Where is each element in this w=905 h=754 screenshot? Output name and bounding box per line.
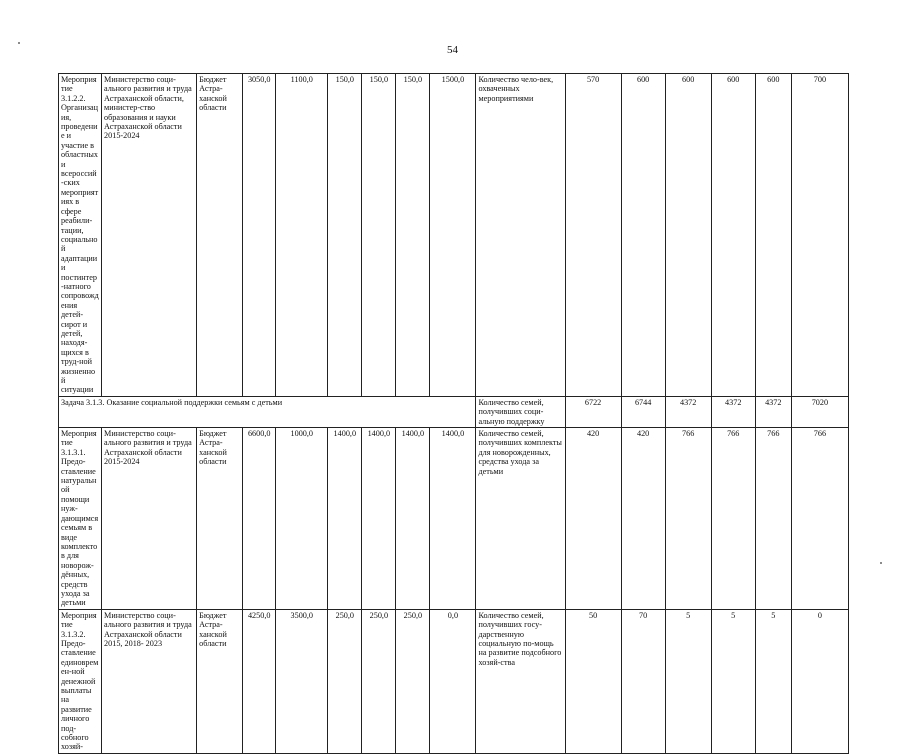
scan-speck — [18, 42, 20, 44]
amount-cell: 4250,0 — [243, 609, 276, 753]
event-cell: Мероприятие 3.1.3.1. Предо-ставление натуральной помощи нуж-дающимся семьям в виде комплектов для новорож-дённых, средств ухода за детьми — [59, 428, 102, 610]
table-row — [59, 74, 849, 397]
amount-cell: 250,0 — [328, 609, 362, 753]
indicator-value-cell: 420 — [565, 428, 621, 610]
amount-cell: 150,0 — [362, 74, 396, 397]
indicator-value-cell: 600 — [621, 74, 665, 397]
indicator-value-cell: 4372 — [755, 396, 791, 427]
indicator-value-cell: 4372 — [665, 396, 711, 427]
indicator-value-cell: 7020 — [791, 396, 848, 427]
amount-cell: 0,0 — [430, 609, 476, 753]
table-row — [59, 428, 849, 610]
indicator-value-cell: 5 — [665, 609, 711, 753]
amount-cell: 1400,0 — [396, 428, 430, 610]
amount-cell: 1400,0 — [430, 428, 476, 610]
indicator-value-cell: 5 — [711, 609, 755, 753]
indicator-value-cell: 600 — [665, 74, 711, 397]
indicator-value-cell: 50 — [565, 609, 621, 753]
indicator-value-cell: 5 — [755, 609, 791, 753]
indicator-value-cell: 766 — [665, 428, 711, 610]
indicator-value-cell: 700 — [791, 74, 848, 397]
indicator-cell: Количество семей, получивших комплекты для новорожденных, средства ухода за детьми — [476, 428, 565, 610]
amount-cell: 1000,0 — [276, 428, 328, 610]
indicator-cell: Количество семей, получивших госу-дарственную социальную по-мощь на развитие подсобного хозяй-ства — [476, 609, 565, 753]
indicator-value-cell: 6744 — [621, 396, 665, 427]
source-cell: Бюджет Астра-ханской области — [197, 428, 243, 610]
event-cell: Мероприятие 3.1.2.2. Организация, проведение и участие в областных и всероссий-ских мероприятиях в сфере реабили-тации, социальной адаптации и постинтер-натного сопровождения детей-сирот и детей, находя-щихся в труд-ной жизненной ситуации — [59, 74, 102, 397]
amount-cell: 1100,0 — [276, 74, 328, 397]
indicator-value-cell: 600 — [755, 74, 791, 397]
task-cell: Задача 3.1.3. Оказание социальной поддержки семьям с детьми — [59, 396, 476, 427]
indicator-value-cell: 766 — [791, 428, 848, 610]
indicator-value-cell: 420 — [621, 428, 665, 610]
amount-cell: 250,0 — [362, 609, 396, 753]
amount-cell: 1400,0 — [362, 428, 396, 610]
amount-cell: 3050,0 — [243, 74, 276, 397]
indicator-cell: Количество чело-век, охваченных мероприятиями — [476, 74, 565, 397]
executor-cell: Министерство соци-ального развития и труда Астраханской области 2015, 2018- 2023 — [102, 609, 197, 753]
indicator-value-cell: 766 — [711, 428, 755, 610]
indicator-value-cell: 0 — [791, 609, 848, 753]
page-number: 54 — [447, 44, 458, 56]
indicator-value-cell: 6722 — [565, 396, 621, 427]
indicator-value-cell: 70 — [621, 609, 665, 753]
indicator-value-cell: 766 — [755, 428, 791, 610]
source-cell: Бюджет Астра-ханской области — [197, 74, 243, 397]
executor-cell: Министерство соци-ального развития и труда Астраханской области, министер-ство образования и науки Астраханской области 2015-2024 — [102, 74, 197, 397]
amount-cell: 150,0 — [328, 74, 362, 397]
amount-cell: 250,0 — [396, 609, 430, 753]
indicator-value-cell: 4372 — [711, 396, 755, 427]
source-cell: Бюджет Астра-ханской области — [197, 609, 243, 753]
amount-cell: 1400,0 — [328, 428, 362, 610]
scan-speck — [880, 562, 882, 564]
task-row — [59, 396, 849, 427]
amount-cell: 3500,0 — [276, 609, 328, 753]
indicator-value-cell: 570 — [565, 74, 621, 397]
budget-table — [58, 73, 849, 754]
event-cell: Мероприятие 3.1.3.2. Предо-ставление единовремен-ной денежной выплаты на развитие личного под-собного хозяй- — [59, 609, 102, 753]
indicator-cell: Количество семей, получивших соци-альную поддержку — [476, 396, 565, 427]
amount-cell: 150,0 — [396, 74, 430, 397]
indicator-value-cell: 600 — [711, 74, 755, 397]
amount-cell: 1500,0 — [430, 74, 476, 397]
amount-cell: 6600,0 — [243, 428, 276, 610]
executor-cell: Министерство соци-ального развития и труда Астраханской области 2015-2024 — [102, 428, 197, 610]
table-row — [59, 609, 849, 753]
